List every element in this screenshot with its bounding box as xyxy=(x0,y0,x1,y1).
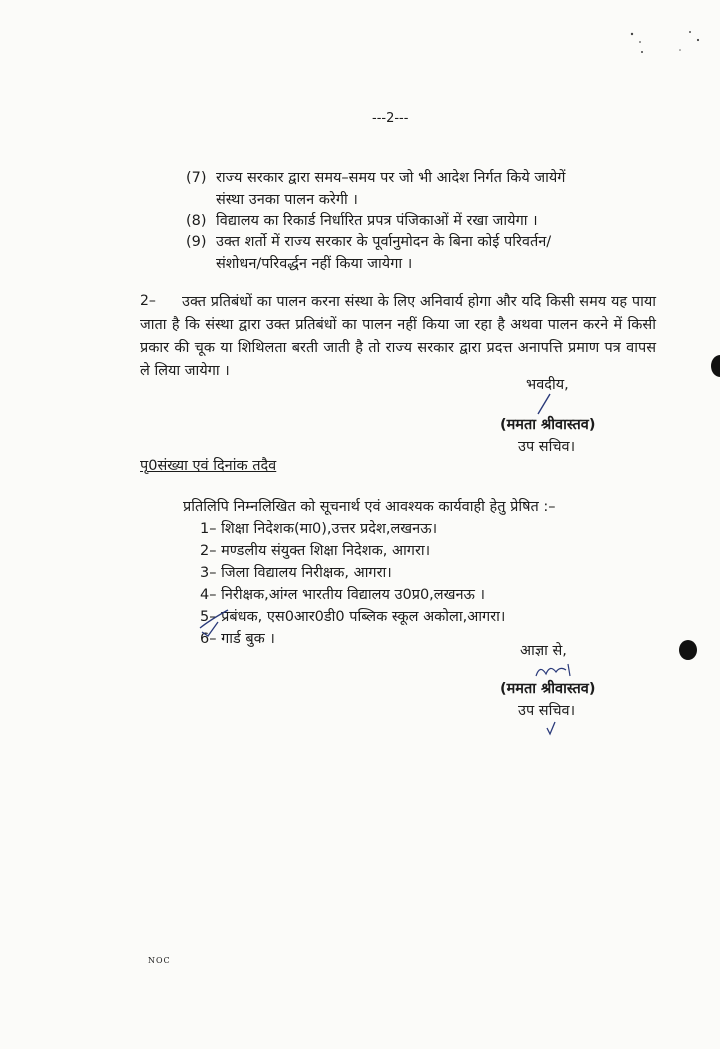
condition-text: राज्य सरकार द्वारा समय–समय पर जो भी आदेश निर्गत किये जायेगें xyxy=(216,170,566,186)
signatory-name: (ममता श्रीवास्तव) xyxy=(500,681,596,697)
reference-line: पृ0संख्या एवं दिनांक तदैव xyxy=(140,458,277,474)
condition-number: (8) xyxy=(186,213,207,229)
recipient-item: 2– मण्डलीय संयुक्त शिक्षा निदेशक, आगरा। xyxy=(200,543,431,559)
signatory-designation: उप सचिव। xyxy=(518,703,576,719)
recipient-item: 6– गार्ड बुक । xyxy=(200,631,275,647)
punch-hole xyxy=(711,355,720,377)
condition-7-cont: संस्था उनका पालन करेगी । xyxy=(216,192,358,208)
condition-number: (7) xyxy=(186,170,207,186)
condition-9-cont: संशोधन/परिवर्द्धन नहीं किया जायेगा । xyxy=(216,256,413,272)
condition-number: (9) xyxy=(186,234,207,250)
page-number: ---2--- xyxy=(372,111,409,126)
salutation: आज्ञा से, xyxy=(520,643,567,659)
scan-specks xyxy=(620,22,710,62)
condition-8 xyxy=(186,210,538,232)
punch-hole xyxy=(679,640,697,660)
recipient-item: 4– निरीक्षक,आंग्ल भारतीय विद्यालय उ0प्र0,लखनऊ । xyxy=(200,587,486,603)
handwritten-tick-mark xyxy=(196,600,232,640)
recipient-item: 5– प्रबंधक, एस0आर0डी0 पब्लिक स्कूल अकोला,आगरा। xyxy=(200,609,506,625)
signature-mark xyxy=(530,392,560,416)
paragraph-number: 2– xyxy=(140,293,156,309)
paragraph-2-text: उक्त प्रतिबंधों का पालन करना संस्था के लिए अनिवार्य होगा और यदि किसी समय यह पाया जाता है कि संस्था द्वारा उक्त प्रतिबंधों का पालन नहीं किया जा रहा है अथवा पालन करने में किसी प्रकार की चूक या शिथिलता बरती जाती है तो राज्य सरकार द्वारा प्रदत्त अनापत्ति प्रमाण पत्र वापस ले लिया जायेगा । xyxy=(140,294,656,379)
recipient-item: 3– जिला विद्यालय निरीक्षक, आगरा। xyxy=(200,565,392,581)
salutation: भवदीय, xyxy=(526,377,569,393)
footer-code: NOC xyxy=(148,956,171,965)
condition-text: उक्त शर्तो में राज्य सरकार के पूर्वानुमोदन के बिना कोई परिवर्तन/ xyxy=(216,234,552,250)
condition-9 xyxy=(186,231,551,253)
condition-text: विद्यालय का रिकार्ड निर्धारित प्रपत्र पंजिकाओं में रखा जायेगा । xyxy=(216,213,538,229)
copy-intro: प्रतिलिपि निम्नलिखित को सूचनार्थ एवं आवश्यक कार्यवाही हेतु प्रेषित :– xyxy=(183,499,556,515)
tick-mark xyxy=(544,720,558,736)
condition-7 xyxy=(186,167,565,189)
signatory-name: (ममता श्रीवास्तव) xyxy=(500,417,596,433)
signatory-designation: उप सचिव। xyxy=(518,439,576,455)
recipient-item: 1– शिक्षा निदेशक(मा0),उत्तर प्रदेश,लखनऊ। xyxy=(200,521,438,537)
